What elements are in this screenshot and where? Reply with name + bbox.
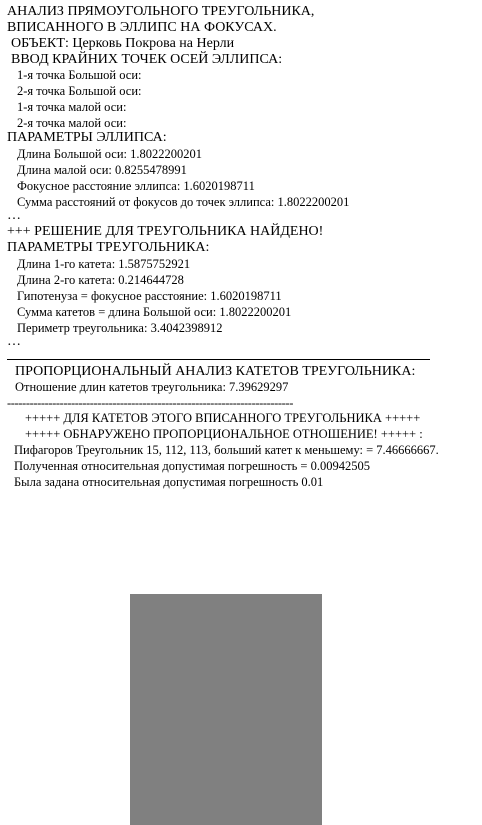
ellipse-params-heading: ПАРАМЕТРЫ ЭЛЛИПСА: [7, 130, 167, 145]
minor-axis-point-2: 2-я точка малой оси: [17, 116, 127, 130]
major-axis-point-2: 2-я точка Большой оси: [17, 84, 142, 98]
report-title-line-2: ВПИСАННОГО В ЭЛЛИПС НА ФОКУСАХ. [7, 20, 277, 35]
pythagorean-triangle: Пифагоров Треугольник 15, 112, 113, больший катет к меньшему: = 7.46666667. [14, 443, 439, 457]
object-name: ОБЪЕКТ: Церковь Покрова на Нерли [11, 36, 235, 51]
minor-axis-point-1: 1-я точка малой оси: [17, 100, 127, 114]
proportion-banner-2: +++++ ОБНАРУЖЕНО ПРОПОРЦИОНАЛЬНОЕ ОТНОШЕНИЕ! +++++ : [25, 427, 423, 441]
image-placeholder [130, 594, 322, 825]
major-axis-point-1: 1-я точка Большой оси: [17, 68, 142, 82]
focal-distance: Фокусное расстояние эллипса: 1.6020198711 [17, 179, 255, 193]
obtained-error: Полученная относительная допустимая погрешность = 0.00942505 [14, 459, 370, 473]
ellipse-ellipsis: … [7, 208, 21, 223]
minor-axis-length: Длина малой оси: 0.8255478991 [17, 163, 187, 177]
solution-found: +++ РЕШЕНИЕ ДЛЯ ТРЕУГОЛЬНИКА НАЙДЕНО! [7, 224, 324, 239]
legs-sum: Сумма катетов = длина Большой оси: 1.8022200201 [17, 305, 292, 319]
report-title-line-1: АНАЛИЗ ПРЯМОУГОЛЬНОГО ТРЕУГОЛЬНИКА, [7, 4, 315, 19]
legs-ratio: Отношение длин катетов треугольника: 7.39629297 [15, 380, 289, 394]
proportional-heading: ПРОПОРЦИОНАЛЬНЫЙ АНАЛИЗ КАТЕТОВ ТРЕУГОЛЬНИКА: [15, 364, 416, 379]
focal-distance-sum: Сумма расстояний от фокусов до точек эллипса: 1.8022200201 [17, 195, 350, 209]
triangle-params-heading: ПАРАМЕТРЫ ТРЕУГОЛЬНИКА: [7, 240, 210, 255]
dash-separator: ---------------------------------------------------------------------------- [7, 396, 293, 410]
triangle-ellipsis: … [7, 334, 21, 349]
hypotenuse: Гипотенуза = фокусное расстояние: 1.6020198711 [17, 289, 282, 303]
proportion-banner-1: +++++ ДЛЯ КАТЕТОВ ЭТОГО ВПИСАННОГО ТРЕУГОЛЬНИКА +++++ [25, 411, 421, 425]
triangle-perimeter: Периметр треугольника: 3.4042398912 [17, 321, 223, 335]
leg-2-length: Длина 2-го катета: 0.214644728 [17, 273, 184, 287]
section-divider [7, 359, 430, 360]
leg-1-length: Длина 1-го катета: 1.5875752921 [17, 257, 191, 271]
input-heading: ВВОД КРАЙНИХ ТОЧЕК ОСЕЙ ЭЛЛИПСА: [11, 52, 283, 67]
given-error: Была задана относительная допустимая погрешность 0.01 [14, 475, 324, 489]
major-axis-length: Длина Большой оси: 1.8022200201 [17, 147, 202, 161]
